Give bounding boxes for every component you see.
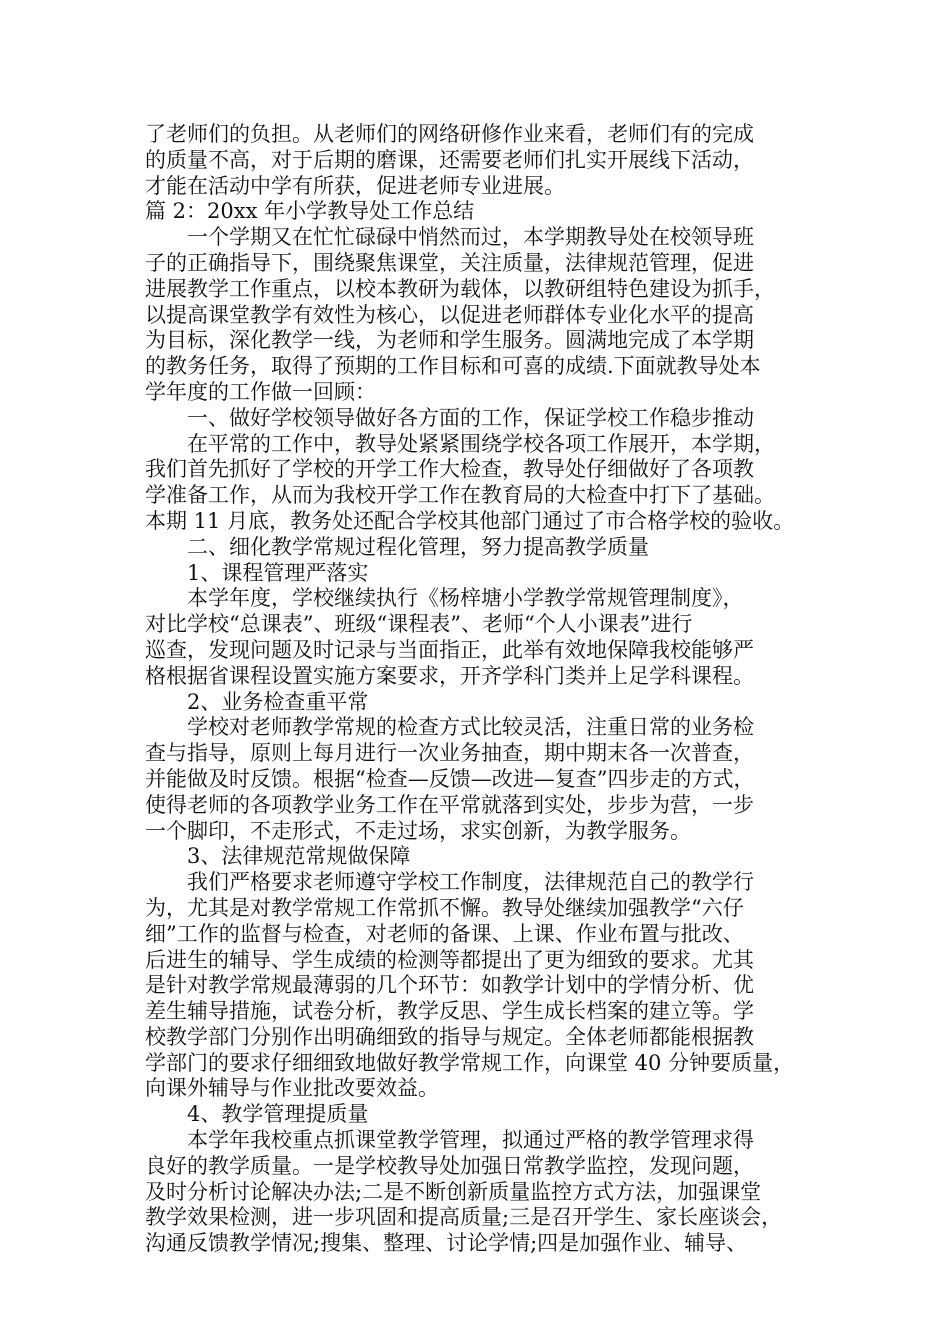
text-line: 校教学部门分别作出明确细致的指导与规定。全体老师都能根据教 [145,1024,754,1049]
text-line: 学准备工作，从而为我校开学工作在教育局的大检查中打下了基础。 [145,483,775,508]
text-line: 3、法律规范常规做保障 [187,844,411,869]
text-line: 一个学期又在忙忙碌碌中悄然而过，本学期教导处在校领导班 [187,225,754,250]
text-line: 1、课程管理严落实 [187,560,369,585]
text-line: 以提高课堂教学有效性为核心，以促进老师群体专业化水平的提高 [145,302,754,327]
text-line: 后进生的辅导、学生成绩的检测等都提出了更为细致的要求。尤其 [145,947,754,972]
text-line: 的质量不高，对于后期的磨课，还需要老师们扎实开展线下活动， [145,147,754,172]
text-line: 的教务任务，取得了预期的工作目标和可喜的成绩.下面就教导处本 [145,354,761,379]
text-line: 教学效果检测，进一步巩固和提高质量;三是召开学生、家长座谈会， [145,1205,783,1230]
text-line: 子的正确指导下，围绕聚焦课堂，关注质量，法律规范管理，促进 [145,250,754,275]
text-line: 一、做好学校领导做好各方面的工作，保证学校工作稳步推动 [187,405,754,430]
text-line: 了老师们的负担。从老师们的网络研修作业来看，老师们有的完成 [145,122,754,146]
text-line: 是针对教学常规最薄弱的几个环节：如教学计划中的学情分析、优 [145,973,754,998]
text-line: 细”工作的监督与检查，对老师的备课、上课、作业布置与批改、 [145,921,744,946]
text-line: 为目标，深化教学一线，为老师和学生服务。圆满地完成了本学期 [145,328,754,353]
text-line: 巡查，发现问题及时记录与当面指正，此举有效地保障我校能够严 [145,637,754,662]
text-line: 向课外辅导与作业批改要效益。 [145,1076,439,1101]
text-line: 差生辅导措施，试卷分析，教学反思、学生成长档案的建立等。学 [145,999,754,1024]
document-body [145,122,825,1257]
text-line: 本期 11 月底，教务处还配合学校其他部门通过了市合格学校的验收。 [145,508,795,533]
text-line: 一个脚印，不走形式，不走过场，求实创新，为教学服务。 [145,818,691,843]
text-line: 篇 2：20xx 年小学教导处工作总结 [145,199,475,224]
text-line: 我们首先抓好了学校的开学工作大检查，教导处仔细做好了各项教 [145,457,754,482]
text-line: 2、业务检查重平常 [187,689,369,714]
text-line: 学校对老师教学常规的检查方式比较灵活，注重日常的业务检 [187,715,754,740]
text-line: 在平常的工作中，教导处紧紧围绕学校各项工作展开，本学期， [187,431,775,456]
text-line: 本学年度，学校继续执行《杨梓塘小学教学常规管理制度》， [187,586,744,611]
text-line: 使得老师的各项教学业务工作在平常就落到实处，步步为营，一步 [145,792,754,817]
text-line: 对比学校“总课表”、班级“课程表”、老师“个人小课表”进行 [145,612,693,637]
text-line: 进展教学工作重点，以校本教研为载体，以教研组特色建设为抓手， [145,276,775,301]
text-line: 我们严格要求老师遵守学校工作制度，法律规范自己的教学行 [187,870,754,895]
text-line: 本学年我校重点抓课堂教学管理，拟通过严格的教学管理求得 [187,1128,754,1153]
text-line: 为，尤其是对教学常规工作常抓不懈。教导处继续加强教学“六仔 [145,895,744,920]
text-line: 格根据省课程设置实施方案要求，开齐学科门类并上足学科课程。 [145,663,754,688]
text-line: 并能做及时反馈。根据“检查—反馈—改进—复查”四步走的方式， [145,766,755,791]
text-line: 二、细化教学常规过程化管理，努力提高教学质量 [187,534,649,559]
text-line: 学部门的要求仔细细致地做好教学常规工作，向课堂 40 分钟要质量， [145,1050,795,1075]
text-line: 才能在活动中学有所获，促进老师专业进展。 [145,173,565,198]
text-line: 4、教学管理提质量 [187,1102,369,1127]
text-line: 学年度的工作做一回顾： [145,379,376,404]
text-line: 及时分析讨论解决办法;二是不断创新质量监控方式方法，加强课堂 [145,1179,762,1204]
text-line: 良好的教学质量。一是学校教导处加强日常教学监控，发现问题， [145,1153,754,1178]
text-line: 沟通反馈教学情况;搜集、整理、讨论学情;四是加强作业、辅导、 [145,1231,748,1256]
text-line: 查与指导，原则上每月进行一次业务抽查，期中期末各一次普查， [145,741,754,766]
